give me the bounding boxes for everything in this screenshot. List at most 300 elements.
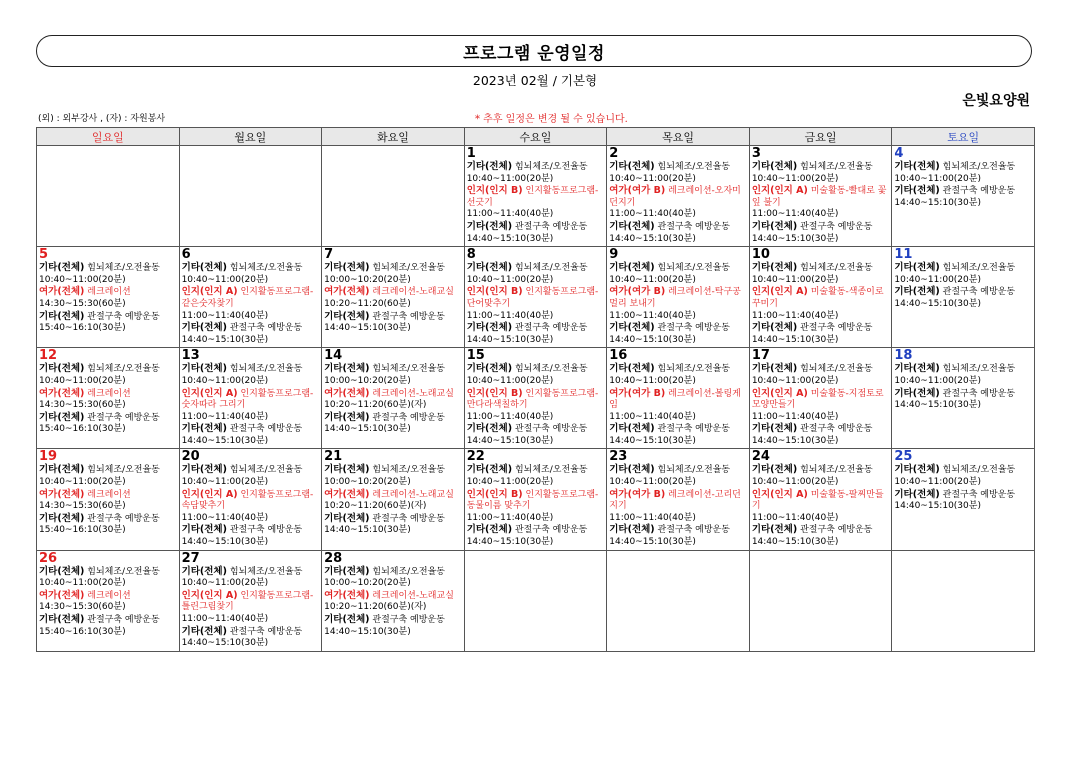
schedule-line bbox=[609, 388, 747, 412]
schedule-line bbox=[182, 388, 320, 412]
day-number: 3 bbox=[751, 146, 761, 161]
schedule-line bbox=[182, 436, 320, 448]
schedule-line bbox=[752, 489, 890, 513]
program-category: 인지(인지 A) bbox=[751, 185, 808, 197]
schedule-line bbox=[324, 424, 462, 436]
program-category: 기타(전체) bbox=[751, 423, 798, 435]
schedule-line bbox=[324, 412, 462, 425]
program-time: 14:40~15:10(30분) bbox=[466, 435, 554, 446]
schedule-line bbox=[182, 262, 320, 275]
day-number: 19 bbox=[39, 449, 58, 465]
weekday-header-row bbox=[37, 128, 1035, 146]
schedule-line bbox=[39, 323, 177, 335]
program-time: 14:40~15:10(30분) bbox=[751, 537, 839, 548]
program-time: 10:20~11:20(60분)(자) bbox=[324, 501, 427, 512]
schedule-line bbox=[609, 513, 747, 525]
program-name: 관절구축 예방운동 bbox=[226, 525, 303, 536]
program-time: 10:40~11:00(20분) bbox=[466, 173, 554, 184]
program-category: 기타(전체) bbox=[39, 464, 85, 476]
program-category: 인지(인지 A) bbox=[181, 387, 238, 399]
calendar-day-cell bbox=[322, 348, 465, 449]
day-number: 16 bbox=[609, 348, 628, 364]
program-name: 힘뇌체조/오전율동 bbox=[654, 364, 731, 375]
schedule-line bbox=[467, 464, 605, 477]
schedule-line bbox=[39, 412, 177, 425]
schedule-line bbox=[39, 590, 177, 603]
calendar-day-cell bbox=[892, 247, 1035, 348]
calendar-empty-cell bbox=[749, 550, 892, 651]
program-name: 레크레이션-고리던지기 bbox=[609, 489, 741, 512]
day-number: 18 bbox=[894, 348, 913, 364]
calendar-day-cell bbox=[892, 449, 1035, 550]
day-number: 27 bbox=[181, 550, 200, 566]
schedule-line bbox=[182, 614, 320, 626]
schedule-notice: * 추후 일정은 변경 될 수 있습니다. bbox=[475, 114, 628, 125]
program-name: 미술활동-색종이로 꾸미기 bbox=[751, 287, 884, 309]
weekday-saturday: 토요일 bbox=[892, 128, 1035, 146]
program-category: 기타(전체) bbox=[751, 464, 798, 476]
calendar-table bbox=[36, 127, 1035, 652]
schedule-line bbox=[752, 388, 890, 412]
schedule-line bbox=[609, 436, 747, 448]
program-name: 힘뇌체조/오전율동 bbox=[654, 162, 731, 172]
calendar-day-cell bbox=[749, 348, 892, 449]
program-time: 14:40~15:10(30분) bbox=[751, 435, 839, 446]
calendar-day-cell bbox=[179, 348, 322, 449]
schedule-line bbox=[324, 501, 462, 513]
schedule-line bbox=[467, 376, 605, 388]
schedule-line bbox=[467, 262, 605, 275]
program-name: 힘뇌체조/오전율동 bbox=[84, 566, 160, 577]
program-time: 15:40~16:10(30분) bbox=[39, 323, 126, 334]
program-name: 미술활동-지점토로 모양만들기 bbox=[751, 388, 884, 411]
schedule-line bbox=[467, 185, 605, 209]
program-time: 10:20~11:20(60분) bbox=[324, 298, 411, 309]
schedule-line bbox=[609, 477, 747, 489]
day-number: 28 bbox=[324, 550, 343, 566]
weekday-tuesday: 화요일 bbox=[322, 128, 465, 146]
program-category: 기타(전체) bbox=[751, 322, 798, 334]
program-category: 여가(여가 B) bbox=[609, 387, 666, 399]
program-category: 기타(전체) bbox=[181, 625, 227, 637]
schedule-line bbox=[182, 524, 320, 537]
program-category: 인지(인지 A) bbox=[181, 286, 238, 298]
program-category: 기타(전체) bbox=[181, 565, 227, 577]
schedule-line bbox=[752, 286, 890, 310]
program-time: 14:40~15:10(30분) bbox=[751, 233, 839, 244]
schedule-line bbox=[894, 299, 1032, 311]
program-name: 관절구축 예방운동 bbox=[84, 615, 160, 625]
weekday-monday: 월요일 bbox=[179, 128, 322, 146]
program-name: 힘뇌체조/오전율동 bbox=[369, 364, 445, 375]
program-category: 여가(전체) bbox=[324, 589, 370, 601]
program-time: 15:40~16:10(30분) bbox=[39, 424, 126, 435]
day-number: 26 bbox=[39, 550, 58, 566]
schedule-line bbox=[39, 602, 177, 614]
schedule-line bbox=[39, 376, 177, 388]
schedule-line bbox=[39, 578, 177, 590]
program-category: 인지(인지 A) bbox=[751, 387, 808, 399]
schedule-line bbox=[39, 363, 177, 376]
schedule-line bbox=[609, 311, 747, 323]
program-time: 10:40~11:00(20분) bbox=[181, 578, 269, 589]
schedule-line bbox=[39, 275, 177, 287]
program-category: 기타(전체) bbox=[466, 363, 513, 375]
schedule-line bbox=[752, 376, 890, 388]
day-number: 10 bbox=[751, 247, 770, 263]
program-name: 관절구축 예방운동 bbox=[512, 525, 588, 536]
program-name: 레크레이션-볼링게임 bbox=[609, 388, 741, 411]
schedule-line bbox=[609, 464, 747, 477]
program-name: 레크레이션-노래교실 bbox=[369, 388, 454, 399]
program-time: 10:40~11:00(20분) bbox=[894, 375, 981, 386]
program-category: 기타(전체) bbox=[324, 565, 370, 577]
program-category: 기타(전체) bbox=[609, 262, 655, 274]
schedule-line bbox=[182, 335, 320, 347]
program-category: 기타(전체) bbox=[894, 363, 940, 375]
schedule-line bbox=[324, 275, 462, 287]
program-category: 기타(전체) bbox=[894, 286, 940, 298]
schedule-line bbox=[467, 221, 605, 234]
program-time: 10:40~11:00(20분) bbox=[466, 274, 554, 285]
schedule-line bbox=[39, 299, 177, 311]
program-name: 관절구축 예방운동 bbox=[369, 513, 445, 524]
schedule-line bbox=[894, 286, 1032, 299]
schedule-line bbox=[609, 209, 747, 221]
schedule-line bbox=[752, 524, 890, 537]
program-time: 14:40~15:10(30분) bbox=[324, 424, 411, 435]
program-time: 14:40~15:10(30분) bbox=[466, 233, 554, 244]
schedule-line bbox=[467, 234, 605, 246]
program-category: 여가(전체) bbox=[324, 387, 370, 399]
program-category: 인지(인지 A) bbox=[751, 488, 808, 500]
program-time: 14:40~15:10(30분) bbox=[894, 298, 981, 309]
schedule-line bbox=[467, 209, 605, 221]
calendar-day-cell bbox=[37, 550, 180, 651]
program-category: 여가(전체) bbox=[39, 286, 85, 298]
program-name: 레크레이션-탁구공 멀리 보내기 bbox=[609, 287, 741, 309]
schedule-line bbox=[752, 436, 890, 448]
program-time: 14:40~15:10(30분) bbox=[181, 334, 269, 345]
day-number: 15 bbox=[466, 348, 485, 364]
day-number: 2 bbox=[609, 146, 619, 161]
schedule-line bbox=[609, 524, 747, 537]
program-category: 기타(전체) bbox=[894, 488, 940, 500]
schedule-line bbox=[182, 464, 320, 477]
program-name: 레크레이션-노래교실 bbox=[369, 590, 454, 601]
program-time: 14:40~15:10(30분) bbox=[466, 537, 554, 548]
program-name: 인지활동프로그램-틀린그림찾기 bbox=[181, 590, 314, 613]
program-time: 11:00~11:40(40분) bbox=[751, 310, 839, 321]
schedule-line bbox=[182, 286, 320, 310]
day-number: 23 bbox=[609, 449, 628, 465]
program-name: 인지활동프로그램-선긋기 bbox=[466, 186, 599, 208]
schedule-line bbox=[894, 477, 1032, 489]
calendar-day-cell bbox=[37, 247, 180, 348]
program-name: 힘뇌체조/오전율동 bbox=[654, 263, 731, 274]
program-time: 11:00~11:40(40분) bbox=[466, 411, 554, 422]
day-number: 24 bbox=[751, 449, 770, 465]
program-name: 미술활동-빨대로 꽃잎 불기 bbox=[751, 186, 887, 208]
program-category: 기타(전체) bbox=[39, 262, 85, 274]
schedule-line bbox=[894, 376, 1032, 388]
program-time: 11:00~11:40(40분) bbox=[751, 209, 839, 220]
program-name: 힘뇌체조/오전율동 bbox=[797, 263, 873, 274]
schedule-line bbox=[894, 464, 1032, 477]
schedule-line bbox=[609, 185, 747, 209]
schedule-line bbox=[39, 525, 177, 537]
schedule-line bbox=[324, 602, 462, 614]
schedule-line bbox=[324, 464, 462, 477]
calendar-empty-cell bbox=[37, 146, 180, 247]
program-name: 인지활동프로그램-같은숫자찾기 bbox=[181, 287, 314, 309]
program-category: 기타(전체) bbox=[751, 262, 798, 274]
page-title: 프로그램 운영일정 bbox=[463, 43, 605, 64]
program-time: 11:00~11:40(40분) bbox=[181, 411, 269, 422]
program-time: 10:00~10:20(20분) bbox=[324, 578, 411, 589]
program-name: 관절구축 예방운동 bbox=[797, 323, 873, 334]
schedule-line bbox=[182, 626, 320, 639]
program-category: 기타(전체) bbox=[466, 464, 513, 476]
program-name: 힘뇌체조/오전율동 bbox=[512, 263, 588, 274]
program-category: 기타(전체) bbox=[609, 464, 655, 476]
program-name: 관절구축 예방운동 bbox=[369, 412, 445, 423]
schedule-line bbox=[752, 161, 890, 174]
program-name: 힘뇌체조/오전율동 bbox=[654, 465, 731, 476]
program-time: 11:00~11:40(40분) bbox=[609, 411, 696, 422]
program-name: 미술활동-팔찌만들기 bbox=[751, 489, 884, 512]
program-category: 여가(전체) bbox=[324, 286, 370, 298]
schedule-line bbox=[182, 275, 320, 287]
calendar-day-cell bbox=[892, 146, 1035, 247]
calendar-day-cell bbox=[464, 449, 607, 550]
schedule-line bbox=[752, 262, 890, 275]
title-box bbox=[36, 35, 1032, 67]
program-category: 여가(전체) bbox=[324, 488, 370, 500]
program-name: 힘뇌체조/오전율동 bbox=[512, 364, 588, 375]
calendar-day-cell bbox=[607, 449, 750, 550]
program-category: 기타(전체) bbox=[894, 464, 940, 476]
program-category: 기타(전체) bbox=[894, 185, 940, 197]
program-name: 인지활동프로그램-숫자따라 그리기 bbox=[181, 388, 314, 411]
program-category: 기타(전체) bbox=[609, 220, 655, 232]
schedule-line bbox=[752, 174, 890, 186]
schedule-line bbox=[39, 489, 177, 502]
schedule-line bbox=[182, 578, 320, 590]
program-name: 레크레이션-노래교실 bbox=[369, 489, 454, 500]
program-name: 힘뇌체조/오전율동 bbox=[797, 162, 873, 172]
program-category: 기타(전체) bbox=[181, 363, 227, 375]
legend-text: (외) : 외부강사 , (자) : 자원봉사 bbox=[38, 114, 166, 124]
schedule-line bbox=[752, 335, 890, 347]
program-category: 인지(인지 A) bbox=[181, 589, 238, 601]
schedule-line bbox=[609, 262, 747, 275]
program-category: 인지(인지 A) bbox=[751, 286, 808, 298]
program-name: 관절구축 예방운동 bbox=[512, 424, 588, 435]
program-time: 10:40~11:00(20분) bbox=[39, 274, 126, 285]
schedule-line bbox=[467, 311, 605, 323]
program-name: 관절구축 예방운동 bbox=[939, 186, 1016, 197]
program-category: 기타(전체) bbox=[894, 161, 940, 172]
schedule-line bbox=[609, 286, 747, 310]
program-category: 기타(전체) bbox=[466, 262, 513, 274]
program-time: 11:00~11:40(40분) bbox=[466, 209, 554, 220]
program-category: 기타(전체) bbox=[751, 363, 798, 375]
organization-name: 은빛요양원 bbox=[962, 93, 1030, 109]
program-category: 기타(전체) bbox=[609, 363, 655, 375]
calendar-empty-cell bbox=[607, 550, 750, 651]
program-name: 힘뇌체조/오전율동 bbox=[84, 263, 160, 274]
schedule-line bbox=[609, 275, 747, 287]
program-name: 힘뇌체조/오전율동 bbox=[226, 566, 303, 577]
schedule-line bbox=[467, 275, 605, 287]
schedule-line bbox=[894, 185, 1032, 198]
calendar-body bbox=[37, 146, 1035, 652]
program-name: 관절구축 예방운동 bbox=[226, 424, 303, 435]
calendar-week-row bbox=[37, 550, 1035, 651]
schedule-line bbox=[752, 234, 890, 246]
program-name: 관절구축 예방운동 bbox=[84, 311, 160, 322]
calendar-day-cell bbox=[607, 348, 750, 449]
schedule-line bbox=[752, 423, 890, 436]
schedule-line bbox=[609, 412, 747, 424]
schedule-line bbox=[467, 335, 605, 347]
program-name: 관절구축 예방운동 bbox=[369, 615, 445, 625]
program-time: 10:40~11:00(20분) bbox=[39, 578, 126, 589]
schedule-line bbox=[182, 489, 320, 513]
program-time: 14:40~15:10(30분) bbox=[609, 233, 696, 244]
program-category: 기타(전체) bbox=[39, 565, 85, 577]
schedule-line bbox=[39, 566, 177, 579]
schedule-line bbox=[182, 311, 320, 323]
schedule-line bbox=[182, 423, 320, 436]
day-number: 20 bbox=[181, 449, 200, 465]
calendar-day-cell bbox=[464, 146, 607, 247]
program-time: 10:40~11:00(20분) bbox=[751, 173, 839, 184]
program-category: 기타(전체) bbox=[609, 524, 655, 536]
program-category: 기타(전체) bbox=[894, 387, 940, 399]
program-name: 힘뇌체조/오전율동 bbox=[84, 465, 160, 476]
program-name: 관절구축 예방운동 bbox=[512, 323, 588, 334]
schedule-line bbox=[182, 477, 320, 489]
program-name: 관절구축 예방운동 bbox=[939, 388, 1016, 399]
calendar-day-cell bbox=[37, 348, 180, 449]
schedule-line bbox=[467, 286, 605, 310]
schedule-line bbox=[609, 221, 747, 234]
schedule-line bbox=[752, 412, 890, 424]
program-category: 기타(전체) bbox=[751, 524, 798, 536]
program-category: 기타(전체) bbox=[181, 322, 227, 334]
program-category: 기타(전체) bbox=[894, 262, 940, 274]
program-name: 관절구축 예방운동 bbox=[797, 525, 873, 536]
weekday-wednesday: 수요일 bbox=[464, 128, 607, 146]
schedule-line bbox=[894, 174, 1032, 186]
program-name: 레크레이션 bbox=[84, 489, 131, 500]
page-subtitle: 2023년 02월 / 기본형 bbox=[472, 73, 598, 88]
program-name: 관절구축 예방운동 bbox=[939, 287, 1016, 298]
schedule-line bbox=[752, 311, 890, 323]
program-category: 인지(인지 B) bbox=[466, 488, 523, 500]
schedule-line bbox=[324, 311, 462, 324]
schedule-line bbox=[609, 234, 747, 246]
schedule-line bbox=[609, 322, 747, 335]
calendar-day-cell bbox=[892, 348, 1035, 449]
program-category: 기타(전체) bbox=[466, 524, 513, 536]
schedule-line bbox=[39, 513, 177, 526]
program-name: 힘뇌체조/오전율동 bbox=[369, 263, 445, 274]
schedule-line bbox=[752, 275, 890, 287]
schedule-line bbox=[467, 524, 605, 537]
schedule-line bbox=[752, 464, 890, 477]
calendar-day-cell bbox=[607, 247, 750, 348]
day-number: 5 bbox=[39, 247, 49, 263]
calendar-day-cell bbox=[322, 550, 465, 651]
schedule-line bbox=[324, 513, 462, 526]
program-name: 관절구축 예방운동 bbox=[654, 323, 730, 334]
program-time: 14:40~15:10(30분) bbox=[324, 525, 411, 536]
calendar-day-cell bbox=[464, 247, 607, 348]
schedule-line bbox=[182, 412, 320, 424]
program-name: 관절구축 예방운동 bbox=[84, 412, 160, 423]
schedule-line bbox=[609, 335, 747, 347]
day-number: 25 bbox=[894, 449, 913, 465]
schedule-line bbox=[752, 537, 890, 549]
program-time: 15:40~16:10(30분) bbox=[39, 626, 126, 637]
calendar-week-row bbox=[37, 449, 1035, 550]
program-time: 10:00~10:20(20분) bbox=[324, 274, 411, 285]
program-time: 14:40~15:10(30분) bbox=[466, 334, 554, 345]
program-time: 10:00~10:20(20분) bbox=[324, 375, 411, 386]
program-time: 14:40~15:10(30분) bbox=[894, 400, 981, 411]
calendar-week-row bbox=[37, 348, 1035, 449]
program-category: 기타(전체) bbox=[39, 512, 85, 524]
program-time: 14:30~15:30(60분) bbox=[39, 298, 126, 309]
schedule-line bbox=[39, 424, 177, 436]
program-name: 레크레이션 bbox=[84, 388, 131, 399]
program-time: 11:00~11:40(40분) bbox=[466, 310, 554, 321]
schedule-line bbox=[894, 400, 1032, 412]
schedule-line bbox=[894, 363, 1032, 376]
day-number: 12 bbox=[39, 348, 58, 364]
program-name: 인지활동프로그램-단어맞추기 bbox=[466, 287, 599, 309]
program-name: 관절구축 예방운동 bbox=[654, 424, 730, 435]
schedule-line bbox=[182, 363, 320, 376]
calendar-week-row bbox=[37, 247, 1035, 348]
day-number: 7 bbox=[324, 247, 334, 263]
calendar-day-cell bbox=[464, 348, 607, 449]
program-category: 인지(인지 B) bbox=[466, 387, 523, 399]
schedule-line bbox=[752, 185, 890, 209]
schedule-line bbox=[609, 174, 747, 186]
schedule-line bbox=[894, 275, 1032, 287]
schedule-line bbox=[467, 477, 605, 489]
day-number: 21 bbox=[324, 449, 343, 465]
schedule-line bbox=[609, 376, 747, 388]
schedule-line bbox=[324, 590, 462, 603]
calendar-week-row bbox=[37, 146, 1035, 247]
program-name: 관절구축 예방운동 bbox=[84, 513, 160, 524]
schedule-line bbox=[467, 161, 605, 174]
schedule-line bbox=[39, 501, 177, 513]
program-time: 14:40~15:10(30분) bbox=[894, 501, 981, 512]
program-name: 관절구축 예방운동 bbox=[654, 221, 730, 232]
program-name: 인지활동프로그램-동물이름 맞추기 bbox=[466, 489, 599, 512]
schedule-line bbox=[467, 537, 605, 549]
schedule-line bbox=[894, 161, 1032, 174]
program-category: 여가(전체) bbox=[39, 387, 85, 399]
program-category: 기타(전체) bbox=[751, 161, 798, 172]
program-name: 관절구축 예방운동 bbox=[226, 626, 303, 637]
